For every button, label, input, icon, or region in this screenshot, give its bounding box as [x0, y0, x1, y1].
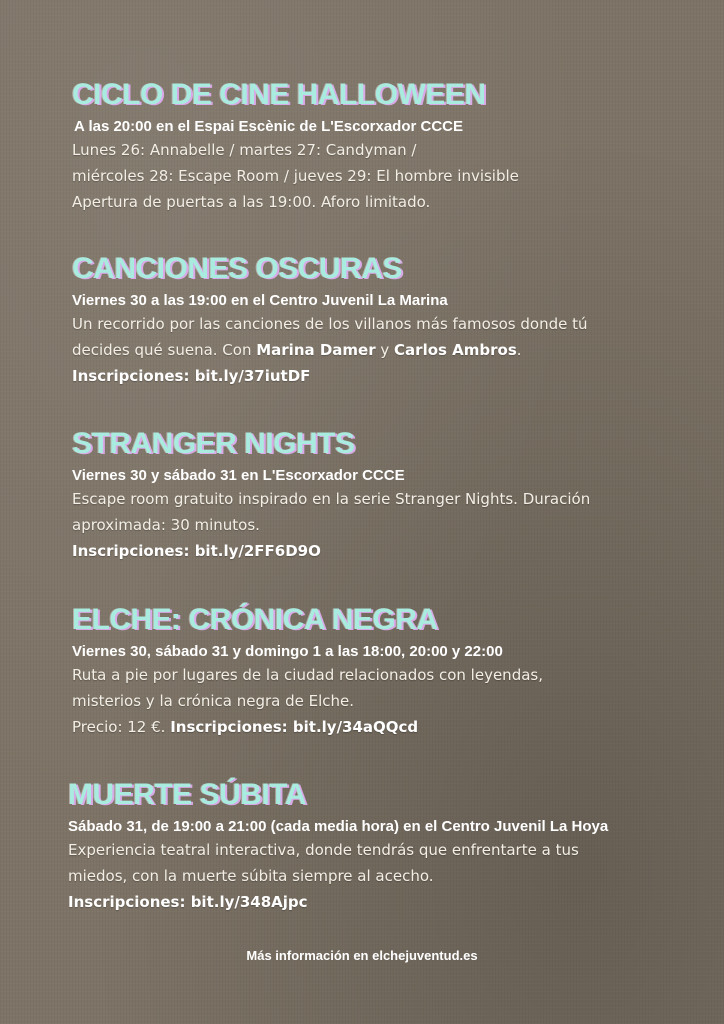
event-title: STRANGER NIGHTS	[72, 427, 355, 460]
event-title: CICLO DE CINE HALLOWEEN	[72, 78, 486, 111]
event-line: Escape room gratuito inspirado en la serie Stranger Nights. Duración	[72, 490, 591, 508]
event-line: miedos, con la muerte súbita siempre al acecho.	[68, 867, 434, 885]
event-line: misterios y la crónica negra de Elche.	[72, 692, 355, 710]
event-ciclo-cine	[72, 78, 724, 215]
event-subtitle: A las 20:00 en el Espai Escènic de L'Escorxador CCCE	[74, 118, 464, 135]
event-line	[72, 714, 724, 740]
registration-link[interactable]: Inscripciones: bit.ly/34aQQcd	[170, 718, 419, 736]
event-line: aproximada: 30 minutos.	[72, 516, 260, 534]
event-stranger-nights	[72, 427, 724, 564]
event-line: miércoles 28: Escape Room / jueves 29: El hombre invisible	[72, 167, 519, 185]
performer-name: Marina Damer	[256, 341, 376, 359]
event-line: decides qué suena. Con Marina Damer y Carlos Ambros.	[72, 341, 522, 359]
event-cronica-negra	[72, 603, 724, 740]
price: Precio: 12 €.	[72, 718, 171, 736]
event-subtitle: Viernes 30, sábado 31 y domingo 1 a las 18:00, 20:00 y 22:00	[72, 643, 503, 660]
event-line: Experiencia teatral interactiva, donde tendrás que enfrentarte a tus	[68, 841, 579, 859]
event-canciones-oscuras	[72, 252, 724, 389]
event-title: ELCHE: CRÓNICA NEGRA	[72, 603, 438, 636]
event-title: CANCIONES OSCURAS	[72, 252, 402, 285]
event-subtitle: Viernes 30 a las 19:00 en el Centro Juvenil La Marina	[72, 292, 448, 309]
registration-link[interactable]: Inscripciones: bit.ly/348Ajpc	[68, 893, 308, 911]
event-subtitle: Viernes 30 y sábado 31 en L'Escorxador CCCE	[72, 467, 405, 484]
event-line: Lunes 26: Annabelle / martes 27: Candyman /	[72, 141, 417, 159]
event-muerte-subita	[68, 778, 724, 915]
event-line: Apertura de puertas a las 19:00. Aforo limitado.	[72, 193, 431, 211]
performer-name: Carlos Ambros	[394, 341, 517, 359]
event-line: Ruta a pie por lugares de la ciudad relacionados con leyendas,	[72, 666, 543, 684]
registration-link[interactable]: Inscripciones: bit.ly/37iutDF	[72, 367, 311, 385]
event-title: MUERTE SÚBITA	[68, 778, 306, 811]
footer-more-info[interactable]: Más información en elchejuventud.es	[246, 948, 478, 963]
event-subtitle: Sábado 31, de 19:00 a 21:00 (cada media hora) en el Centro Juvenil La Hoya	[68, 818, 609, 835]
event-line: Un recorrido por las canciones de los villanos más famosos donde tú	[72, 315, 588, 333]
registration-link[interactable]: Inscripciones: bit.ly/2FF6D9O	[72, 542, 321, 560]
